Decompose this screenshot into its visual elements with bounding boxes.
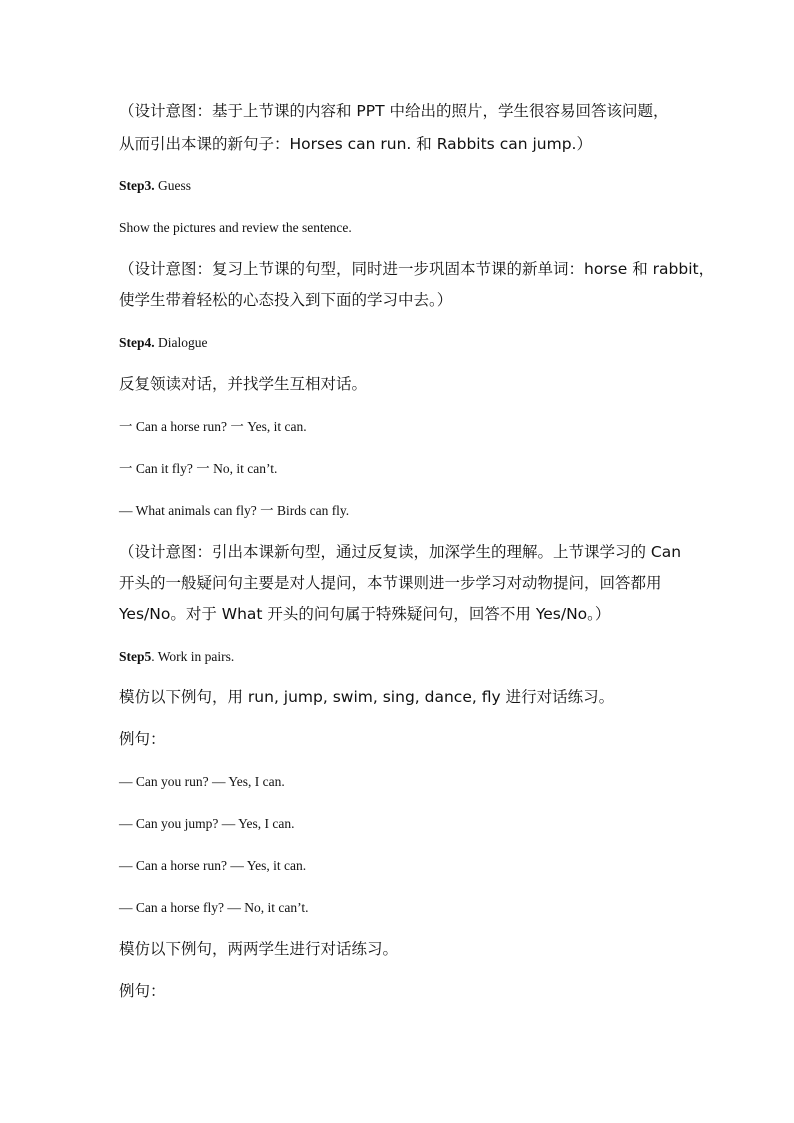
step3-instruction: Show the pictures and review the sentence. <box>119 220 352 235</box>
step4-heading <box>119 333 689 353</box>
step3-heading <box>119 176 689 196</box>
design-intent-3-line-2: 开头的一般疑问句主要是对人提问，本节课则进一步学习对动物提问，回答都用 <box>119 574 662 592</box>
design-intent-3-line-3: Yes/No。对于 What 开头的问句属于特殊疑问句，回答不用 Yes/No。） <box>119 605 611 623</box>
step5-heading <box>119 647 689 667</box>
step4-instruction: 反复领读对话，并找学生互相对话。 <box>119 375 368 393</box>
step4-label: Step4. <box>119 335 155 350</box>
step3-title: Guess <box>154 178 192 193</box>
step5-title: . Work in pairs. <box>151 649 235 664</box>
design-intent-3-line-1: （设计意图：引出本课新句型，通过反复读，加深学生的理解。上节课学习的 Can <box>119 543 682 561</box>
example-label-1: 例句： <box>119 730 166 748</box>
step5-instruction-2: 模仿以下例句，两两学生进行对话练习。 <box>119 940 399 958</box>
design-intent-1-line-2: 从而引出本课的新句子：Horses can run. 和 Rabbits can jump.） <box>119 135 592 153</box>
design-intent-1-line-1: （设计意图：基于上节课的内容和 PPT 中给出的照片，学生很容易回答该问题， <box>119 102 669 120</box>
example-line-4: — Can a horse fly? — No, it can’t. <box>119 900 309 915</box>
step5-label: Step5 <box>119 649 152 664</box>
dialogue-line-3: — What animals can fly? 一 Birds can fly. <box>119 503 350 518</box>
example-line-3: — Can a horse run? — Yes, it can. <box>119 858 307 873</box>
example-label-2: 例句： <box>119 982 166 1000</box>
example-line-2: — Can you jump? — Yes, I can. <box>119 816 295 831</box>
example-line-1: — Can you run? — Yes, I can. <box>119 774 285 789</box>
step4-title: Dialogue <box>154 335 208 350</box>
design-intent-2-line-2: 使学生带着轻松的心态投入到下面的学习中去。） <box>119 291 453 309</box>
step5-instruction-1: 模仿以下例句，用 run, jump, swim, sing, dance, fly 进行对话练习。 <box>119 688 615 706</box>
dialogue-line-1: 一 Can a horse run? 一 Yes, it can. <box>119 419 307 434</box>
design-intent-2-line-1: （设计意图：复习上节课的句型，同时进一步巩固本节课的新单词：horse 和 rabbit， <box>119 260 715 278</box>
dialogue-line-2: 一 Can it fly? 一 No, it can’t. <box>119 461 278 476</box>
step3-label: Step3. <box>119 178 155 193</box>
